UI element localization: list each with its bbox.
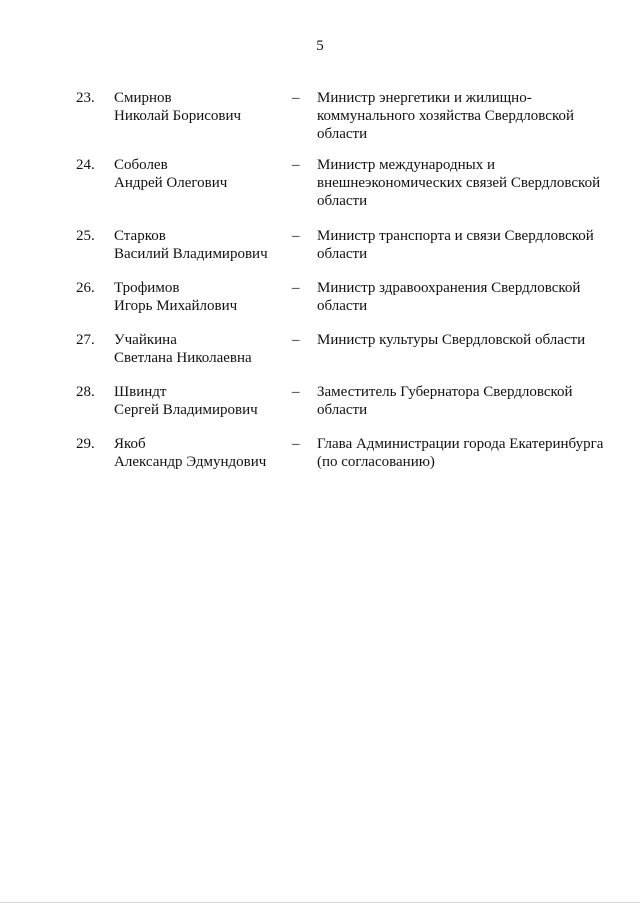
list-item — [0, 435, 640, 487]
person-surname: Смирнов — [114, 90, 172, 106]
person-name — [114, 156, 284, 192]
person-given-names: Светлана Николаевна — [114, 350, 252, 366]
person-position: Министр транспорта и связи Свердловской области — [317, 228, 594, 262]
list-item — [0, 383, 640, 435]
entry-number: 28. — [76, 384, 95, 400]
person-position: Глава Администрации города Екатеринбурга (по согласованию) — [317, 436, 604, 470]
person-position: Министр здравоохранения Свердловской области — [317, 280, 581, 314]
person-position: Заместитель Губернатора Свердловской области — [317, 384, 573, 418]
person-name — [114, 89, 284, 125]
entry-number: 23. — [76, 90, 95, 106]
page-number: 5 — [316, 38, 324, 54]
person-name — [114, 227, 284, 263]
person-surname: Швиндт — [114, 384, 167, 400]
person-surname: Трофимов — [114, 280, 180, 296]
entry-number: 25. — [76, 228, 95, 244]
list-item — [0, 227, 640, 279]
person-surname: Якоб — [114, 436, 146, 452]
member-list — [0, 89, 640, 487]
person-given-names: Василий Владимирович — [114, 246, 268, 262]
person-position: Министр энергетики и жилищно-коммунального хозяйства Свердловской области — [317, 90, 574, 142]
person-given-names: Андрей Олегович — [114, 175, 228, 191]
person-given-names: Александр Эдмундович — [114, 454, 267, 470]
person-given-names: Николай Борисович — [114, 108, 242, 124]
entry-number: 27. — [76, 332, 95, 348]
dash-separator: – — [292, 280, 300, 296]
dash-separator: – — [292, 157, 300, 173]
entry-number: 26. — [76, 280, 95, 296]
entry-number: 24. — [76, 157, 95, 173]
person-position: Министр культуры Свердловской области — [317, 332, 586, 348]
dash-separator: – — [292, 436, 300, 452]
page-bottom-edge — [0, 902, 640, 903]
entry-number: 29. — [76, 436, 95, 452]
person-name — [114, 279, 284, 315]
dash-separator: – — [292, 332, 300, 348]
person-surname: Старков — [114, 228, 166, 244]
list-item — [0, 89, 640, 156]
person-name — [114, 331, 284, 367]
person-surname: Учайкина — [114, 332, 177, 348]
list-item — [0, 279, 640, 331]
dash-separator: – — [292, 384, 300, 400]
person-given-names: Игорь Михайлович — [114, 298, 238, 314]
person-position: Министр международных и внешнеэкономических связей Свердловской области — [317, 157, 601, 209]
person-given-names: Сергей Владимирович — [114, 402, 258, 418]
person-surname: Соболев — [114, 157, 168, 173]
person-name — [114, 383, 284, 419]
dash-separator: – — [292, 90, 300, 106]
person-name — [114, 435, 284, 471]
list-item — [0, 156, 640, 227]
dash-separator: – — [292, 228, 300, 244]
list-item — [0, 331, 640, 383]
